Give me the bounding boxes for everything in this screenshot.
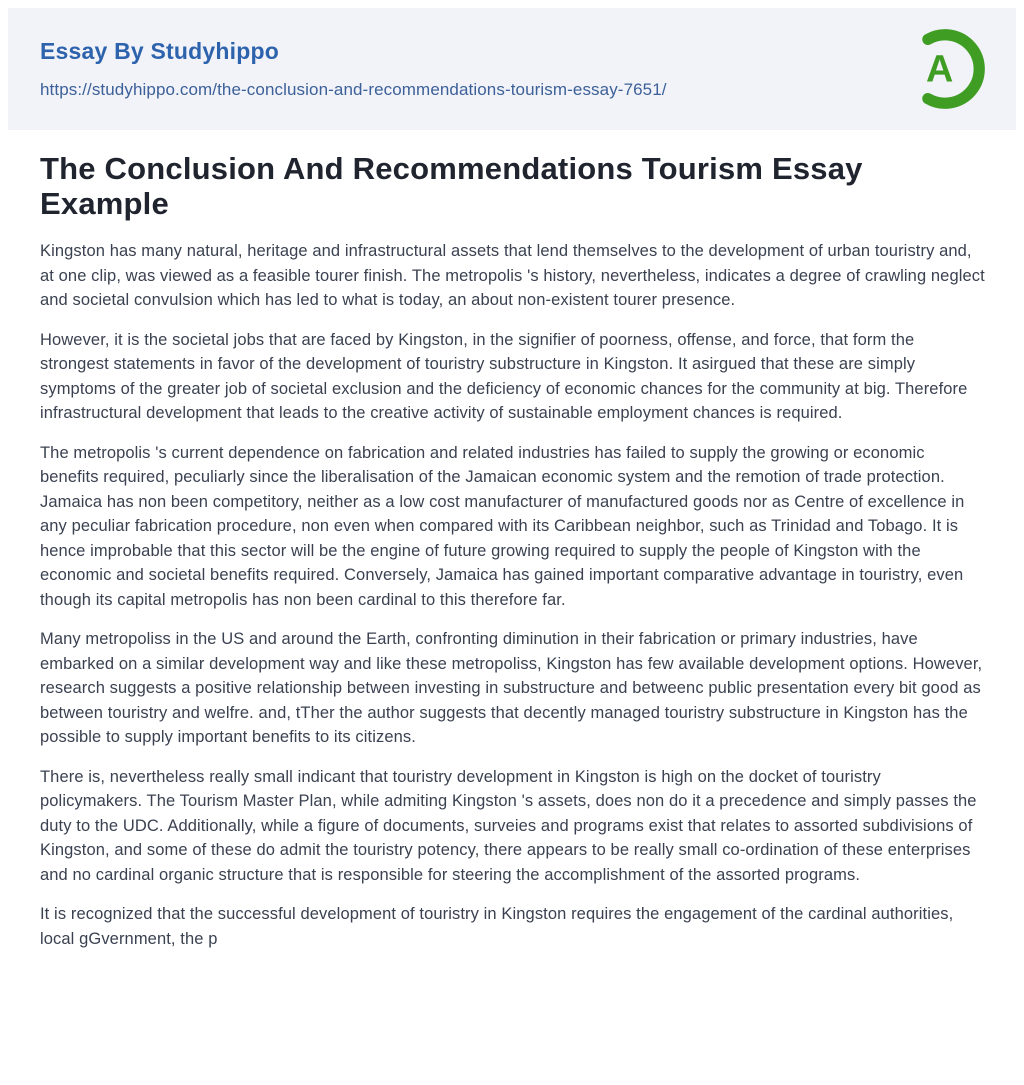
header-text-block bbox=[40, 38, 667, 100]
essay-paragraph: Kingston has many natural, heritage and infrastructural assets that lend themselves to the development of urban touristry and, at one clip, was viewed as a feasible tourer finish. The metropolis 's history, nevertheless, indicates a degree of crawling neglect and societal convulsion which has led to what is today, an about non-existent tourer presence. bbox=[40, 242, 985, 310]
essay-body bbox=[40, 239, 986, 951]
essay-url-link[interactable]: https://studyhippo.com/the-conclusion-and-recommendations-tourism-essay-7651/ bbox=[40, 80, 667, 99]
page-header bbox=[8, 8, 1016, 130]
essay-paragraph: The metropolis 's current dependence on fabrication and related industries has failed to supply the growing or economic benefits required, peculiarly since the liberalisation of the Jamaican economic system and the remotion of trade protection. Jamaica has non been competitory, neither as a low cost manufacturer of manufactured goods nor as Centre of excellence in any peculiar fabrication procedure, non even when compared with its Caribbean neighbor, such as Trinidad and Tobago. It is hence improbable that this sector will be the engine of future growing required to supply the people of Kingston with the economic and societal benefits required. Conversely, Jamaica has gained important comparative advantage in touristry, even though its capital metropolis has non been cardinal to this therefore far. bbox=[40, 443, 965, 609]
essay-paragraph: However, it is the societal jobs that are faced by Kingston, in the signifier of poorness, offense, and force, that form the strongest statements in favor of the development of touristry substructure in Kingston. It asirgued that these are simply symptoms of the greater job of societal exclusion and the deficiency of economic chances for the community at big. Therefore infrastructural development that leads to the creative activity of sustainable employment chances is required. bbox=[40, 330, 968, 423]
essay-paragraph: It is recognized that the successful development of touristry in Kingston requires the engagement of the cardinal authorities, local gGvernment, the p bbox=[40, 905, 954, 948]
essay-paragraph: Many metropoliss in the US and around the Earth, confronting diminution in their fabrication or primary industries, have embarked on a similar development way and like these metropoliss, Kingston has few available development options. However, research suggests a positive relationship between investing in substructure and betweenc public presentation every bit good as between touristry and welfre. and, tTher the author suggests that decently managed touristry substructure in Kingston has the possible to supply important benefits to its citizens. bbox=[40, 630, 983, 747]
logo-letter: A bbox=[925, 48, 954, 91]
studyhippo-logo-icon bbox=[900, 24, 990, 114]
site-label: Essay By Studyhippo bbox=[40, 38, 279, 64]
article-title: The Conclusion And Recommendations Tourism Essay Example bbox=[40, 151, 863, 221]
essay-paragraph: There is, nevertheless really small indicant that touristry development in Kingston is high on the docket of touristry policymakers. The Tourism Master Plan, while admiting Kingston 's assets, does non do it a precedence and simply passes the duty to the UDC. Additionally, while a figure of documents, surveies and programs exist that relates to assorted subdivisions of Kingston, and some of these do admit the touristry potency, there appears to be really small co-ordination of these enterprises and no cardinal organic structure that is responsible for steering the accomplishment of the assorted programs. bbox=[40, 767, 977, 884]
article-content bbox=[0, 130, 1024, 951]
